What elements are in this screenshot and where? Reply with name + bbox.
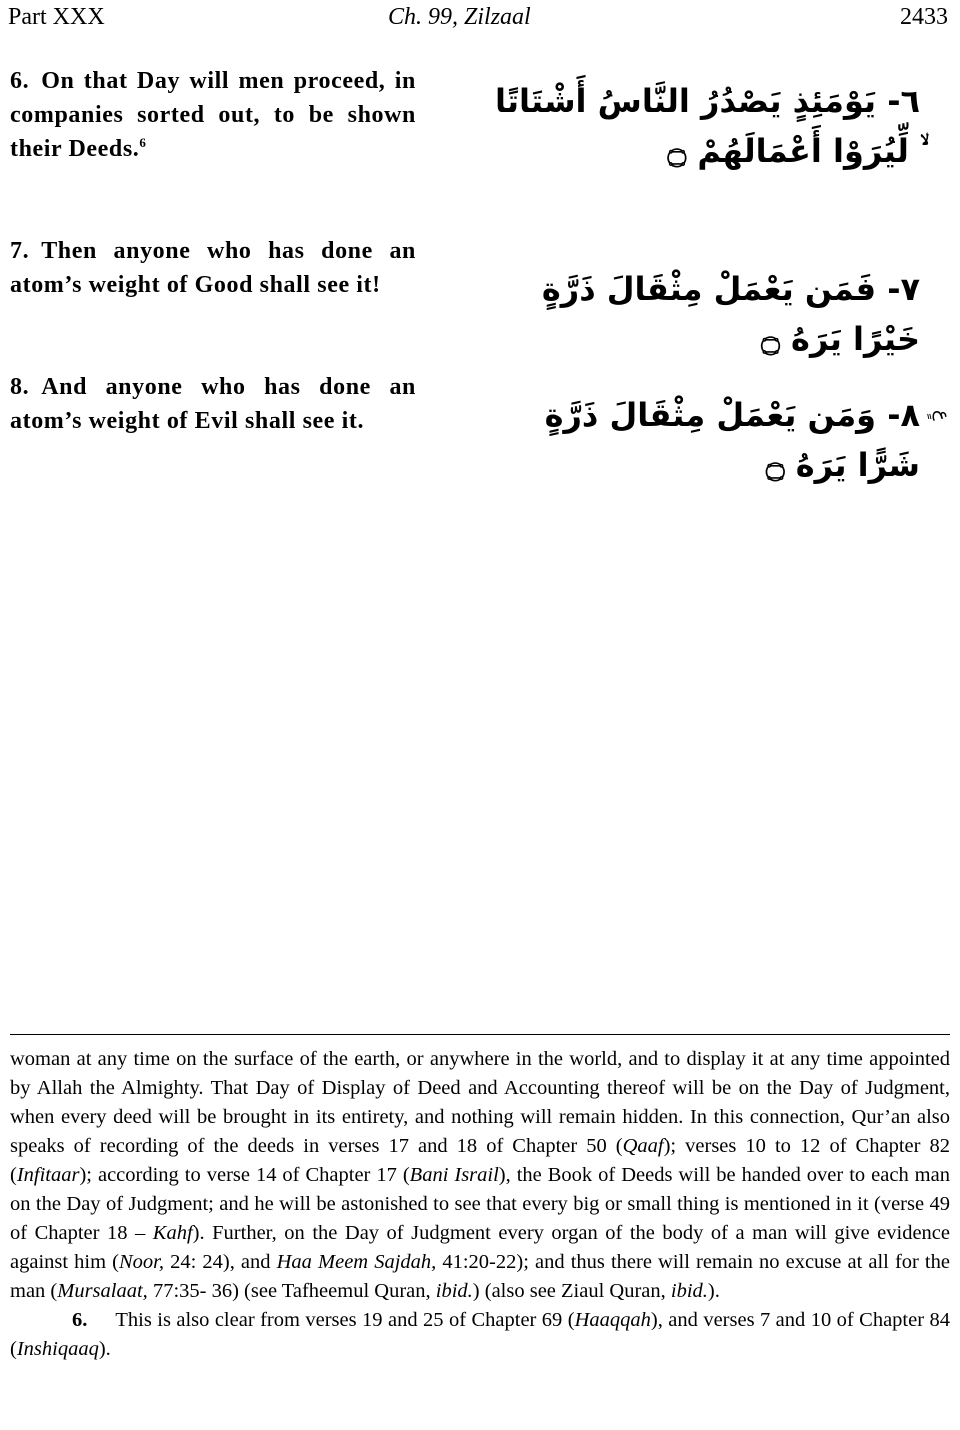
footnote-6: 6. This is also clear from verses 19 and 25 of Chapter 69 (Haaqqah), and verses 7 and 10 of Chapter 84 (Inshiqaaq). [10,1309,950,1360]
footnotes [10,1045,950,1364]
footnote-continuation: woman at any time on the surface of the earth, or anywhere in the world, and to display it at any time appointed by Allah the Almighty. That Day of Display of Deed and Accounting thereof will be on the Day of Judgment, when every deed will be brought in its entirety, and nothing will remain hidden. In this connection, Qur’an also speaks of recording of the deeds in verses 17 and 18 of Chapter 50 (Qaaf); verses 10 to 12 of Chapter 82 (Infitaar); according to verse 14 of Chapter 17 (Bani Israil), the Book of Deeds will be handed over to each man on the Day of Judgment; and he will be astonished to see that every big or small thing is mentioned in it (verse 49 of Chapter 18 – Kahf). Further, on the Day of Judgment every organ of the body of a man will give evidence against him (Noor, 24: 24), and Haa Meem Sajdah, 41:20-22); and thus there will remain no excuse at all for the man (Mursalaat, 77:35- 36) (see Tafheemul Quran, ibid.) (also see Ziaul Quran, ibid.). [10,1048,950,1302]
verse-arabic: ٦- يَوْمَئِذٍ يَصْدُرُ النَّاسُ أَشْتَاتًا ۙ لِّيُرَوْا أَعْمَالَهُمْ ۝ [494,82,920,170]
verse-arabic: ٧- فَمَن يَعْمَلْ مِثْقَالَ ذَرَّةٍ خَيْرًا يَرَهُ ۝ [541,270,920,358]
verse-english [10,370,416,438]
footnote-ref[interactable]: 6 [139,135,147,150]
verse-english [10,234,416,302]
chapter-title: Ch. 99, Zilzaal [388,4,531,30]
verse-text: And anyone who has done an atom’s weight of Evil shall see it. [10,374,416,434]
verse-text: On that Day will men proceed, in companies sorted out, to be shown their Deeds. [10,68,416,162]
verse-english [10,64,416,166]
ruku-mark: عٍ [932,410,953,421]
page-header [0,0,960,40]
verse-number: 8. [10,374,30,400]
page-number: 2433 [900,4,948,30]
verse-number: 7. [10,238,30,264]
verse-text: Then anyone who has done an atom’s weight of Good shall see it! [10,238,416,298]
footnote-number: 6. [72,1309,88,1331]
part-label: Part XXX [8,4,105,30]
verse-number: 6. [10,68,30,94]
footnote-divider [10,1034,950,1035]
verse-arabic: ٨- وَمَن يَعْمَلْ مِثْقَالَ ذَرَّةٍ شَرًّا يَرَهُ ۝ [544,396,920,484]
